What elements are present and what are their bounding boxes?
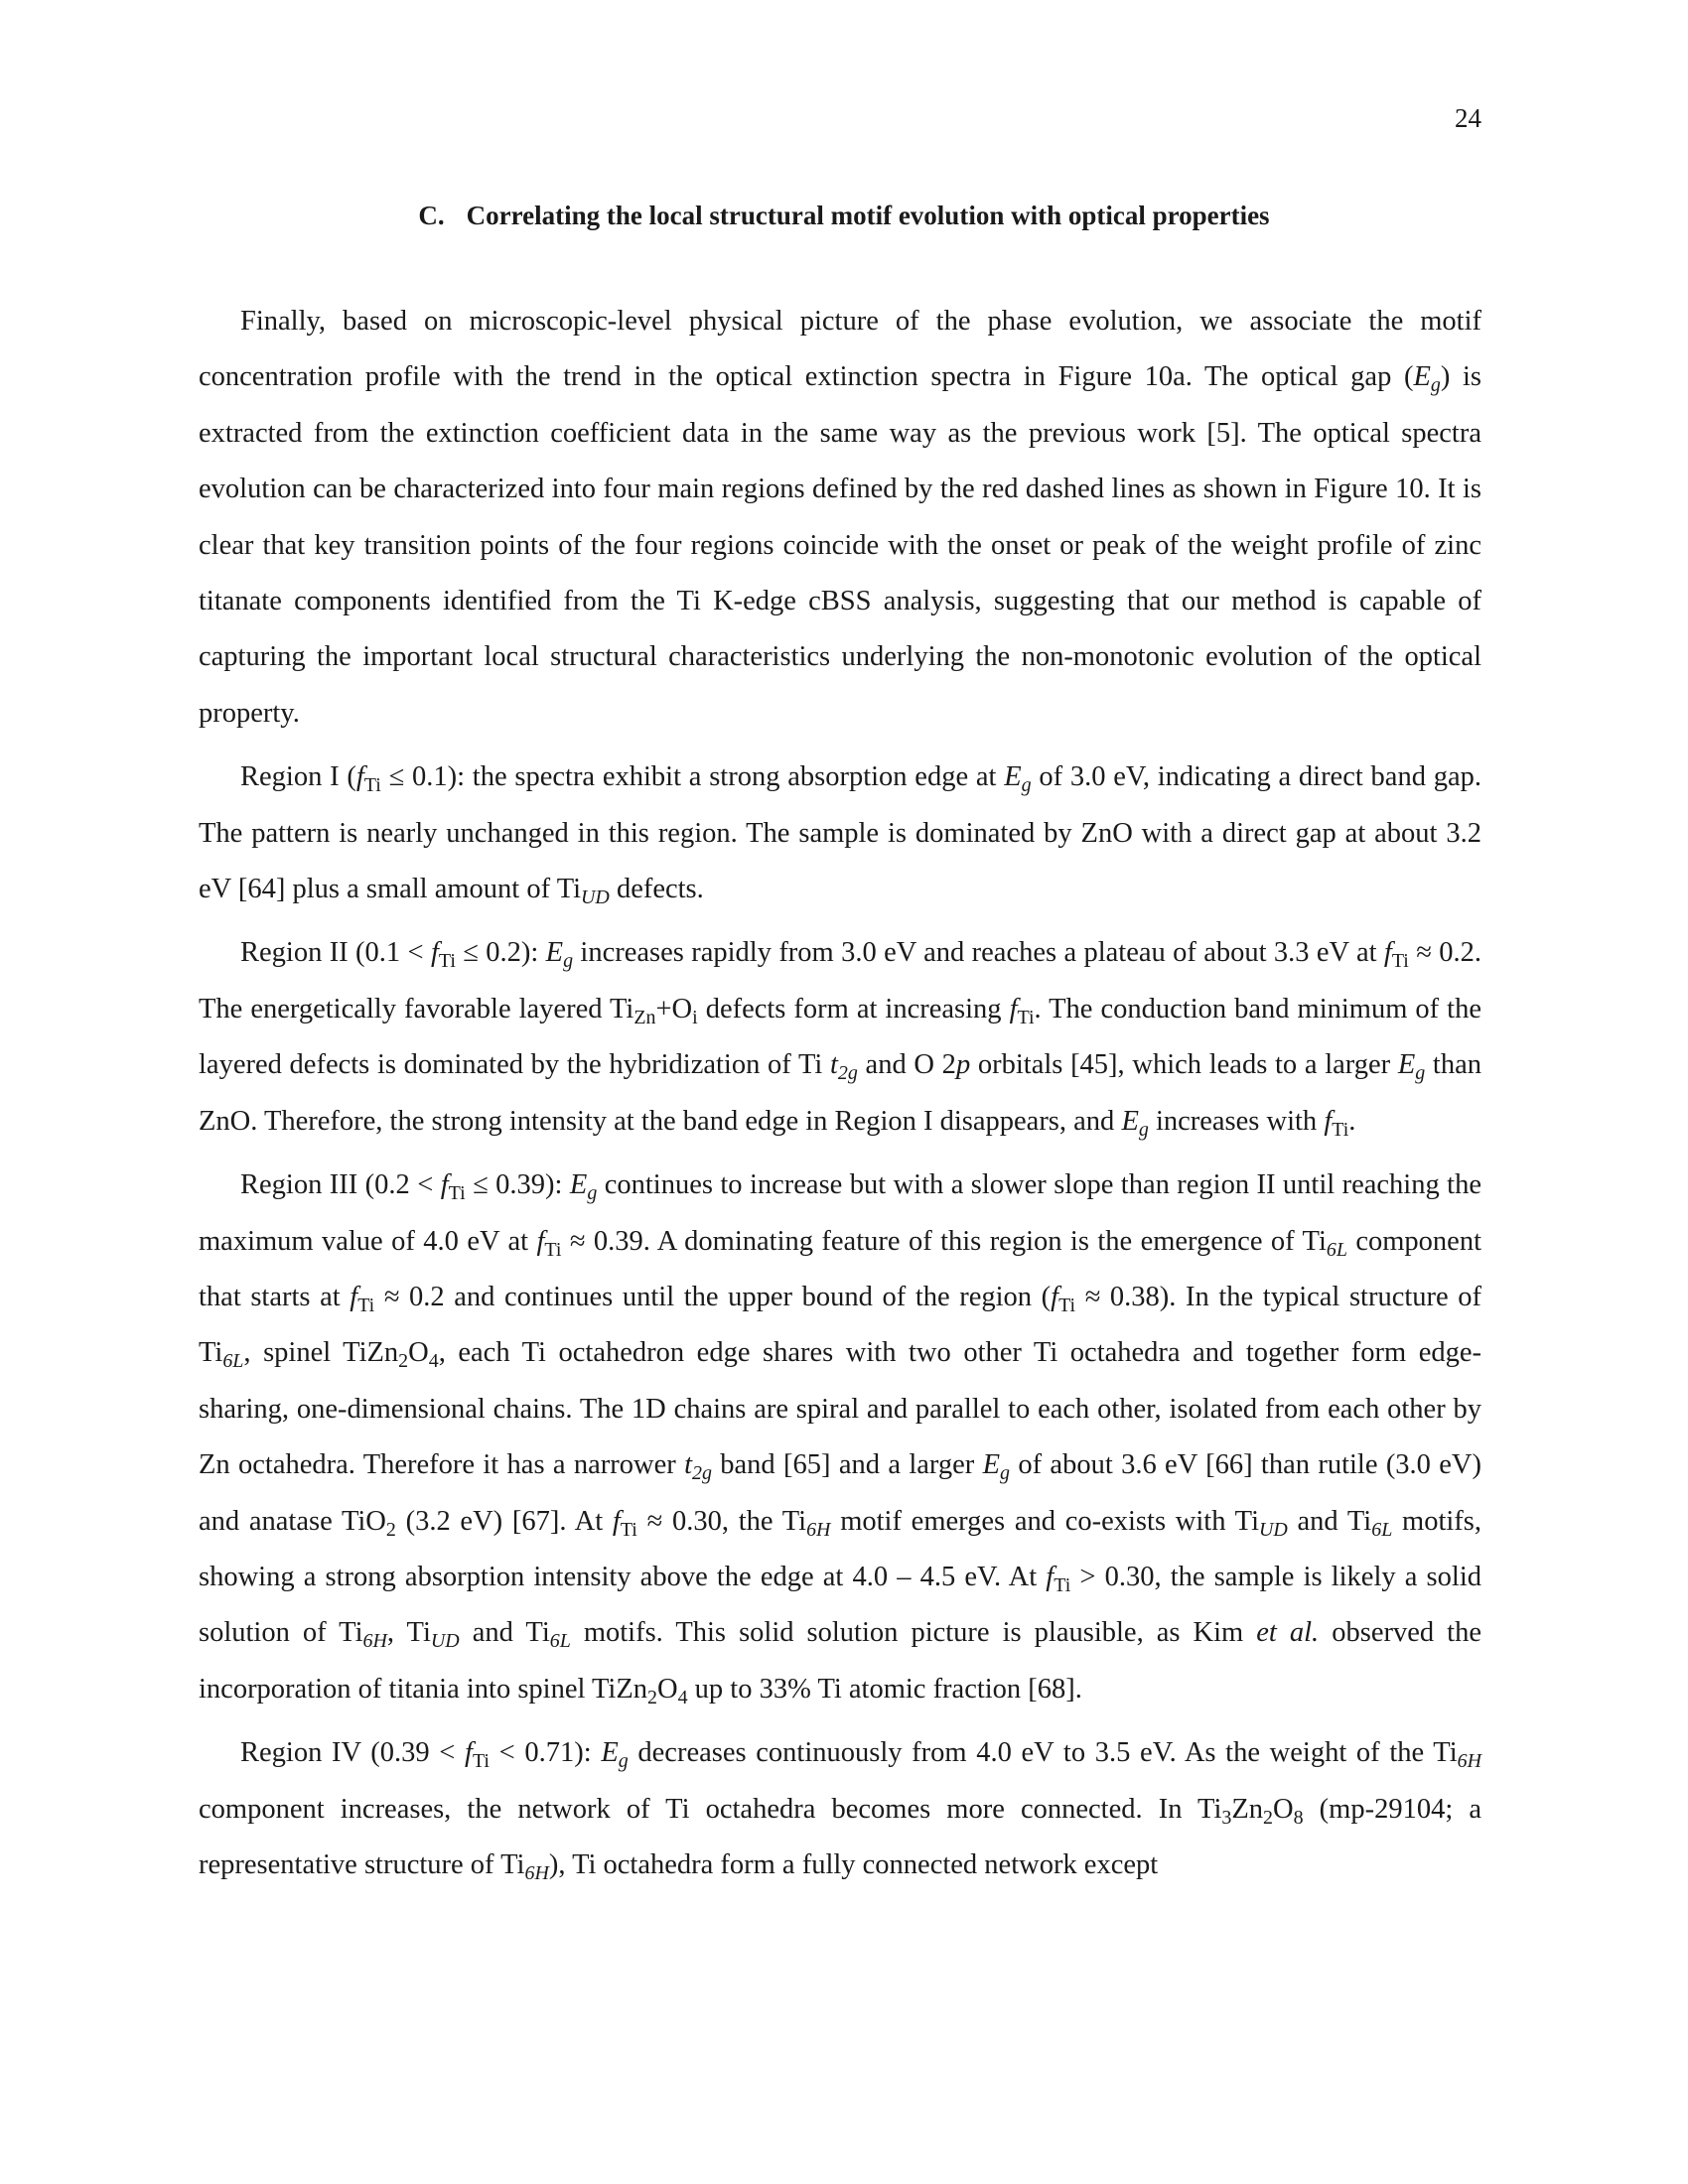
text-run: defects form at increasing <box>697 993 1010 1024</box>
paragraph-region-2 <box>199 925 1481 1150</box>
text-run: ) is extracted from the extinction coefficient data in the same way as the previous work [5]. The optical spectra evolution can be characterized into four main regions defined by the red dashed lines as shown in Figure 10. It is clear that key transition points of the four regions coincide with the onset or peak of the weight profile of zinc titanate components identified from the Ti K-edge cBSS analysis, suggesting that our method is capable of capturing the important local structural characteristics underlying the non-monotonic evolution of the optical property. <box>199 361 1481 729</box>
subscript-text: UD <box>581 887 610 909</box>
subscript-text: 6H <box>362 1630 387 1653</box>
text-run: motif emerges and co-exists with Ti <box>830 1505 1259 1537</box>
subscript <box>550 1630 571 1652</box>
subscript: Ti <box>1054 1573 1071 1596</box>
text-run: continues to increase but with a slower slope than region II until reaching the maximum value of 4.0 eV at <box>199 1169 1481 1257</box>
math-symbol: f <box>465 1737 473 1769</box>
subscript: Ti <box>1058 1294 1076 1316</box>
body-text <box>199 294 1481 1901</box>
subscript: Ti <box>1332 1118 1349 1141</box>
subscript-text: g <box>1021 774 1032 797</box>
subscript-text: g <box>563 950 574 973</box>
subscript <box>1415 1062 1425 1084</box>
text-run: Zn <box>1231 1793 1264 1825</box>
math-symbol: p <box>955 1049 971 1081</box>
text-run: ≤ 0.1): the spectra exhibit a strong absorption edge at <box>380 761 1005 793</box>
subscript-text: g <box>618 1750 629 1773</box>
math-symbol: E <box>1121 1105 1139 1137</box>
text-run: ≈ 0.39. A dominating feature of this region is the emergence of Ti <box>561 1225 1327 1257</box>
section-title: Correlating the local structural motif evolution with optical properties <box>466 201 1270 230</box>
text-run: ≈ 0.2. The energetically favorable layered Ti <box>199 937 1481 1024</box>
text-run: . The conduction band minimum of the layered defects is dominated by the hybridization of Ti <box>199 993 1481 1081</box>
subscript: 4 <box>428 1350 439 1373</box>
subscript-text: g <box>587 1182 598 1205</box>
text-run: , spinel TiZn <box>243 1337 399 1369</box>
subscript-text: 6L <box>1371 1518 1393 1541</box>
text-run: Region III (0.2 < <box>240 1169 441 1201</box>
subscript-text: g <box>1415 1062 1426 1085</box>
subscript <box>1431 374 1441 396</box>
math-symbol: E <box>1413 361 1431 393</box>
text-run: Region I ( <box>240 761 356 793</box>
section-label: C. <box>418 201 445 230</box>
text-run: increases rapidly from 3.0 eV and reaches a plateau of about 3.3 eV at <box>573 937 1384 969</box>
subscript: 3 <box>1221 1806 1232 1829</box>
text-run: increases with <box>1148 1105 1325 1137</box>
text-run: of 3.0 eV, indicating a direct band gap. The pattern is nearly unchanged in this region. The sample is dominated by ZnO with a direct gap at about 3.2 eV [64] plus a small amount of Ti <box>199 761 1481 905</box>
subscript <box>806 1519 830 1541</box>
subscript: 2 <box>398 1350 409 1373</box>
subscript: Ti <box>448 1182 466 1205</box>
subscript: Ti <box>438 950 456 973</box>
text-run: ≈ 0.30, the Ti <box>636 1505 807 1537</box>
text-run: , each Ti octahedron edge shares with two other Ti octahedra and together form edge-sharing, one-dimensional chains. The 1D chains are spiral and parallel to each other, isolated from each other by Zn octahedra. Therefore it has a narrower <box>199 1337 1481 1481</box>
text-run: than ZnO. Therefore, the strong intensity at the band edge in Region I disappears, and <box>199 1049 1482 1137</box>
subscript-text: 6L <box>549 1630 571 1653</box>
text-run: observed the incorporation of titania into spinel TiZn <box>199 1617 1481 1705</box>
math-symbol: t <box>830 1049 838 1081</box>
text-run: motifs. This solid solution picture is plausible, as Kim <box>570 1617 1257 1649</box>
text-run: ≈ 0.38). In the typical structure of Ti <box>199 1281 1481 1369</box>
text-run: defects. <box>609 874 704 905</box>
subscript-text: 6H <box>806 1518 831 1541</box>
subscript: 2 <box>385 1518 396 1541</box>
subscript: Ti <box>357 1294 375 1316</box>
subscript-text: 6L <box>222 1350 244 1373</box>
subscript <box>581 887 610 908</box>
text-run: ≤ 0.39): <box>465 1169 570 1201</box>
subscript: Ti <box>1017 1006 1035 1028</box>
text-run: and Ti <box>1287 1505 1372 1537</box>
subscript: Zn <box>633 1006 656 1028</box>
math-symbol: f <box>350 1281 358 1312</box>
math-symbol: f <box>1051 1281 1059 1312</box>
text-run: > 0.30, the sample is likely a solid solution of Ti <box>199 1561 1481 1649</box>
subscript: 2 <box>647 1686 657 1708</box>
text-run: band [65] and a larger <box>711 1449 983 1481</box>
subscript <box>838 1062 858 1084</box>
subscript <box>363 1630 387 1652</box>
math-symbol: f <box>1383 937 1392 969</box>
subscript: Ti <box>1391 950 1409 973</box>
math-symbol: E <box>982 1449 1001 1481</box>
subscript <box>563 950 573 972</box>
text-run: < 0.71): <box>489 1737 602 1769</box>
subscript: Ti <box>544 1238 562 1261</box>
subscript-text: 6H <box>1457 1750 1481 1773</box>
math-symbol: f <box>536 1225 545 1257</box>
section-heading <box>0 201 1688 231</box>
page-number: 24 <box>1455 103 1481 133</box>
subscript: Ti <box>363 774 381 797</box>
paragraph-region-3 <box>199 1158 1481 1717</box>
text-run: ), Ti octahedra form a fully connected network except <box>548 1848 1159 1880</box>
subscript-text: g <box>1430 374 1441 397</box>
paragraph-region-1 <box>199 750 1481 917</box>
math-symbol: E <box>1004 761 1022 793</box>
subscript <box>619 1750 629 1772</box>
subscript <box>1371 1519 1392 1541</box>
text-run: orbitals [45], which leads to a larger <box>970 1049 1398 1081</box>
subscript-text: 2g <box>692 1462 712 1485</box>
subscript: Ti <box>472 1750 490 1773</box>
math-symbol: f <box>1324 1105 1333 1137</box>
math-symbol: f <box>440 1169 449 1201</box>
subscript <box>1139 1119 1149 1141</box>
text-run: up to 33% Ti atomic fraction [68]. <box>687 1673 1082 1705</box>
subscript <box>524 1862 548 1884</box>
subscript: 8 <box>1293 1806 1304 1829</box>
subscript-text: g <box>1000 1462 1010 1485</box>
text-run: ≈ 0.2 and continues until the upper bound of the region ( <box>374 1281 1052 1312</box>
text-run: component that starts at <box>199 1225 1481 1312</box>
subscript-text: 2g <box>837 1062 858 1085</box>
math-symbol: E <box>545 937 564 969</box>
text-run: , Ti <box>386 1617 431 1649</box>
math-symbol: E <box>569 1169 588 1201</box>
text-run: Region IV (0.39 < <box>240 1737 466 1769</box>
math-symbol: E <box>1397 1049 1416 1081</box>
math-symbol: f <box>612 1505 621 1537</box>
paragraph-region-4 <box>199 1725 1481 1893</box>
subscript <box>587 1182 597 1204</box>
subscript: 4 <box>677 1686 688 1708</box>
text-run: and Ti <box>459 1617 550 1649</box>
text-run: . <box>1348 1105 1356 1137</box>
text-run: O <box>408 1337 429 1369</box>
subscript <box>1000 1462 1010 1484</box>
text-run: (3.2 eV) [67]. At <box>395 1505 613 1537</box>
subscript-text: UD <box>430 1630 460 1653</box>
math-symbol: f <box>1009 993 1018 1024</box>
text-run: ≤ 0.2): <box>455 937 546 969</box>
subscript <box>222 1350 243 1372</box>
math-symbol: f <box>355 761 364 793</box>
text-run: Finally, based on microscopic-level physical picture of the phase evolution, we associate the motif concentration profile with the trend in the optical extinction spectra in Figure 10a. The optical gap ( <box>199 306 1481 393</box>
subscript-text: UD <box>1259 1518 1288 1541</box>
text-run: +O <box>655 993 693 1024</box>
text-run: (mp-29104; a representative structure of Ti <box>199 1793 1481 1880</box>
text-run: Region II (0.1 < <box>240 937 431 969</box>
subscript <box>1327 1238 1347 1260</box>
subscript-text: g <box>1138 1118 1149 1141</box>
subscript: Ti <box>620 1518 637 1541</box>
math-symbol: t <box>684 1449 692 1481</box>
subscript <box>1458 1750 1481 1772</box>
subscript <box>692 1462 712 1484</box>
subscript: i <box>692 1006 698 1028</box>
subscript-text: 6L <box>1326 1238 1347 1261</box>
subscript <box>1022 774 1032 796</box>
subscript <box>431 1630 460 1652</box>
subscript: 2 <box>1263 1806 1273 1829</box>
text-run: motifs, showing a strong absorption intensity above the edge at 4.0 – 4.5 eV. At <box>199 1505 1481 1592</box>
text-run: decreases continuously from 4.0 eV to 3.5 eV. As the weight of the Ti <box>628 1737 1458 1769</box>
subscript-text: 6H <box>524 1861 549 1884</box>
paragraph-intro <box>199 294 1481 742</box>
subscript <box>1259 1519 1288 1541</box>
text-run: O <box>1273 1793 1294 1825</box>
text-run: of about 3.6 eV [66] than rutile (3.0 eV) and anatase TiO <box>199 1449 1482 1537</box>
math-symbol: et al. <box>1256 1617 1320 1649</box>
math-symbol: f <box>430 937 439 969</box>
text-run: and O 2 <box>857 1049 956 1081</box>
math-symbol: E <box>601 1737 619 1769</box>
math-symbol: f <box>1046 1561 1055 1592</box>
text-run: O <box>656 1673 678 1705</box>
text-run: component increases, the network of Ti octahedra becomes more connected. In Ti <box>199 1793 1222 1825</box>
